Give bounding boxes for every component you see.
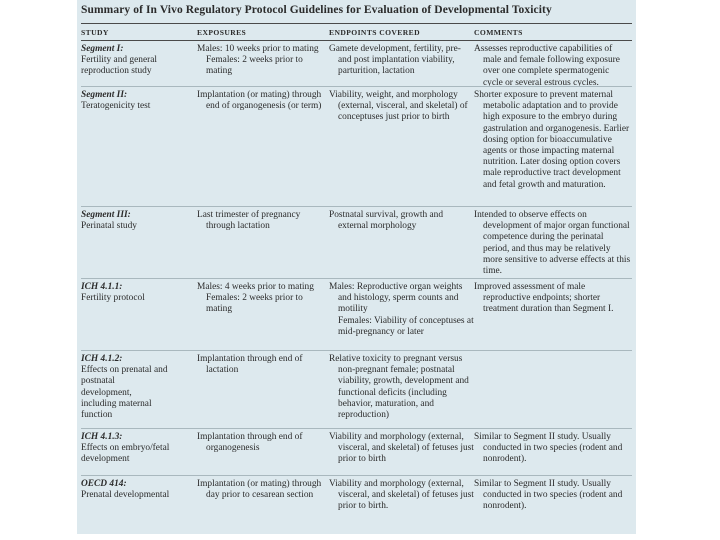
- comments-cell: [474, 44, 631, 86]
- exposures-cell: [197, 210, 329, 278]
- study-cell: [81, 282, 197, 350]
- exposures-text: Males: 4 weeks prior to mating Females: 2 weeks prior to mating: [197, 282, 314, 315]
- endpoints-cell: [329, 210, 474, 278]
- exposures-text: Implantation (or mating) through day prior to cesarean section: [197, 479, 322, 501]
- study-name: ICH 4.1.2:: [81, 354, 123, 364]
- endpoints-cell: [329, 479, 474, 524]
- table-row: [81, 41, 632, 87]
- comments-cell: [474, 90, 631, 206]
- exposures-cell: [197, 479, 329, 524]
- study-description: Perinatal study: [81, 221, 137, 232]
- study-cell: [81, 432, 197, 475]
- endpoints-text: Viability and morphology (external, visceral, and skeletal) of fetuses just prior to birth.: [329, 479, 474, 512]
- header-comments: COMMENTS: [474, 28, 523, 37]
- exposures-cell: [197, 282, 329, 350]
- study-description: Fertility and general reproduction study: [81, 55, 158, 77]
- study-description: Effects on embryo/fetal development: [81, 443, 170, 465]
- study-cell: [81, 90, 197, 206]
- table-title: Summary of In Vivo Regulatory Protocol Guidelines for Evaluation of Developmental Toxicity: [81, 4, 552, 16]
- comments-text: Similar to Segment II study. Usually conducted in two species (rodent and nonrodent).: [474, 479, 623, 512]
- study-name: Segment III:: [81, 210, 131, 220]
- endpoints-text: Males: Reproductive organ weights and histology, sperm counts and motility Females: Viability of conceptuses at mid-pregnancy or later: [329, 282, 474, 337]
- table-row: [81, 207, 632, 279]
- study-cell: [81, 44, 197, 86]
- endpoints-cell: [329, 432, 474, 475]
- comments-cell: [474, 354, 631, 428]
- study-description: Effects on prenatal and postnatal development, including maternal function: [81, 365, 168, 421]
- table-row: [81, 279, 632, 351]
- study-cell: [81, 354, 197, 428]
- endpoints-cell: [329, 90, 474, 206]
- guidelines-table-panel: [77, 0, 636, 534]
- exposures-text: Last trimester of pregnancy through lactation: [197, 210, 301, 232]
- endpoints-text: Relative toxicity to pregnant versus non-pregnant female; postnatal viability, growth, development and functional deficits (including behavior, maturation, and reproduction): [329, 354, 469, 421]
- study-description: Fertility protocol: [81, 293, 145, 304]
- table-body: [81, 41, 632, 524]
- table-row: [81, 351, 632, 429]
- study-name: OECD 414:: [81, 479, 127, 489]
- study-cell: [81, 479, 197, 524]
- table-header: [81, 24, 632, 41]
- comments-cell: [474, 210, 631, 278]
- exposures-cell: [197, 44, 329, 86]
- study-name: ICH 4.1.1:: [81, 282, 123, 292]
- study-name: Segment II:: [81, 90, 128, 100]
- header-endpoints: ENDPOINTS COVERED: [329, 28, 420, 37]
- endpoints-text: Viability and morphology (external, visceral, and skeletal) of fetuses just prior to birth: [329, 432, 474, 465]
- table-row: [81, 429, 632, 476]
- table-row: [81, 476, 632, 524]
- endpoints-cell: [329, 44, 474, 86]
- endpoints-text: Viability, weight, and morphology (external, visceral, and skeletal) of conceptuses just prior to birth: [329, 90, 468, 123]
- header-exposures: EXPOSURES: [197, 28, 247, 37]
- comments-text: Shorter exposure to prevent maternal metabolic adaptation and to provide high exposure to the embryo during gastrulation and organogenesis. Earlier dosing option for bioaccumulative agents or those impacting maternal nutrition. Later dosing option covers male reproductive tract development and fetal growth and maturation.: [474, 90, 630, 190]
- header-study: STUDY: [81, 28, 109, 37]
- endpoints-text: Gamete development, fertility, pre- and post implantation viability, parturition, lactation: [329, 44, 461, 77]
- comments-cell: [474, 479, 631, 524]
- study-name: ICH 4.1.3:: [81, 432, 123, 442]
- exposures-text: Implantation (or mating) through end of organogenesis (or term): [197, 90, 322, 112]
- study-cell: [81, 210, 197, 278]
- comments-text: Intended to observe effects on development of major organ functional competence during the perinatal period, and thus may be relatively more sensitive to adverse effects at this time.: [474, 210, 631, 277]
- exposures-cell: [197, 90, 329, 206]
- comments-text: Improved assessment of male reproductive endpoints; shorter treatment duration than Segment I.: [474, 282, 614, 315]
- study-name: Segment I:: [81, 44, 124, 54]
- table-row: [81, 87, 632, 207]
- exposures-text: Males: 10 weeks prior to mating Females: 2 weeks prior to mating: [197, 44, 319, 77]
- endpoints-cell: [329, 282, 474, 350]
- exposures-cell: [197, 432, 329, 475]
- exposures-text: Implantation through end of lactation: [197, 354, 303, 376]
- exposures-cell: [197, 354, 329, 428]
- study-description: Teratogenicity test: [81, 101, 151, 112]
- exposures-text: Implantation through end of organogenesis: [197, 432, 303, 454]
- endpoints-cell: [329, 354, 474, 428]
- comments-cell: [474, 282, 631, 350]
- comments-text: Assesses reproductive capabilities of male and female following exposure over one complete spermatogenic cycle or several estrous cycles.: [474, 44, 620, 87]
- comments-cell: [474, 432, 631, 475]
- comments-text: Similar to Segment II study. Usually conducted in two species (rodent and nonrodent).: [474, 432, 623, 465]
- endpoints-text: Postnatal survival, growth and external morphology: [329, 210, 444, 232]
- study-description: Prenatal developmental: [81, 490, 170, 501]
